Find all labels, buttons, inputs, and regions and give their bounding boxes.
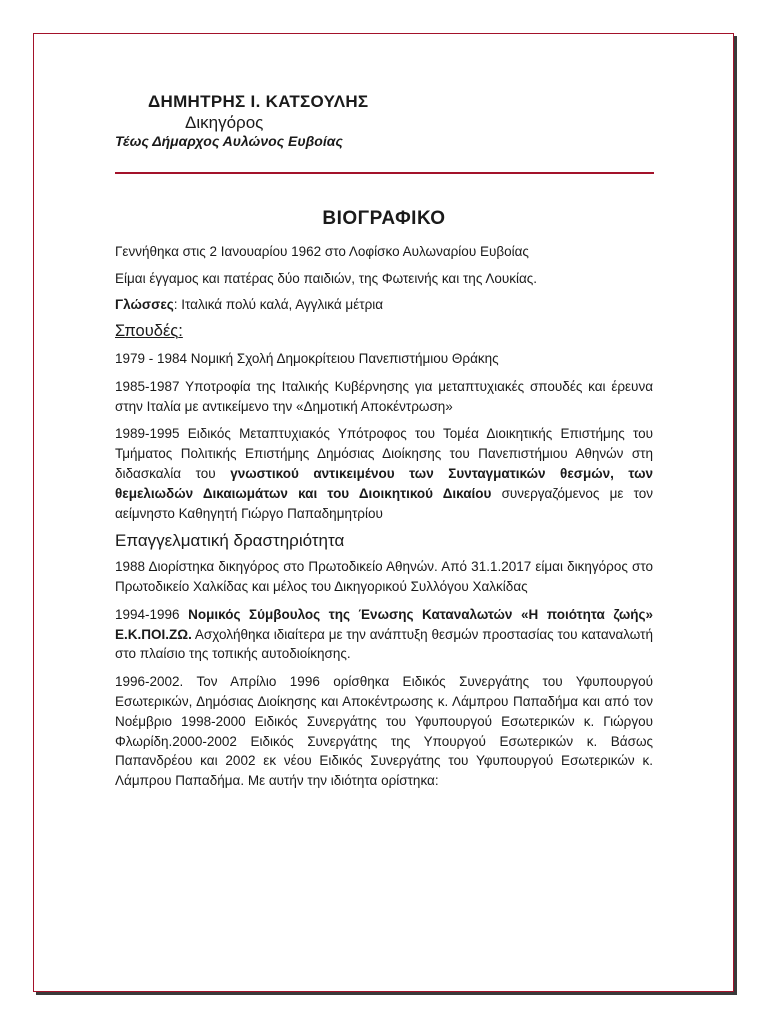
studies-item-3-tail: συνεργαζόμενος με τον αείμνηστο Καθηγητή Γιώργο Παπαδημητρίου: [115, 485, 653, 521]
intro-born: Γεννήθηκα στις 2 Ιανουαρίου 1962 στο Λοφίσκο Αυλωναρίου Ευβοίας: [115, 243, 529, 259]
languages-value: : Ιταλικά πολύ καλά, Αγγλικά μέτρια: [173, 297, 384, 313]
studies-heading: [115, 322, 653, 342]
professional-item-2: [115, 605, 653, 664]
studies-item-3-text: 1989-1995 Ειδικός Μεταπτυχιακός Υπότροφος του Τομέα Διοικητικής Επιστήμης του Τμήματος Πολιτικής Επιστήμης Δημόσιας Διοίκησης του Πανεπιστήμιου Αθηνών στη διδασκαλία του: [115, 426, 653, 481]
professional-item-1: 1988 Διορίστηκα δικηγόρος στο Πρωτοδικείο Αθηνών. Από 31.1.2017 είμαι δικηγόρος στο Πρωτοδικείο Χαλκίδας και μέλος του Δικηγορικού Συλλόγου Χαλκίδας: [115, 559, 653, 594]
studies-heading-text: Σπουδές: [115, 322, 179, 341]
professional-heading: Επαγγελματική δραστηριότητα: [115, 531, 345, 551]
studies-item-1: 1979 - 1984 Νομική Σχολή Δημοκρίτειου Πανεπιστήμιου Θράκης: [115, 350, 499, 366]
intro-languages: [115, 295, 653, 315]
professional-item-2-years: 1994-1996: [115, 606, 189, 622]
author-role: Δικηγόρος: [185, 113, 264, 132]
studies-item-3-bold: γνωστικού αντικειμένου των Συνταγματικών θεσμών, των θεμελιωδών Δικαιωμάτων και του Διοικητικού Δικαίου: [115, 465, 653, 501]
professional-item-3: 1996-2002. Τον Απρίλιο 1996 ορίσθηκα Ειδικός Συνεργάτης του Υφυπουργού Εσωτερικών, Δημόσιας Διοίκησης και Αποκέντρωσης κ. Λάμπρου Παπαδήμα και από τον Νοέμβριο 1998-2000 Ειδικός Συνεργάτης του Υφυπουργού Εσωτερικών κ. Γιώργου Φλωρίδη.2000-2002 Ειδικός Συνεργάτης της Υπουργού Εσωτερικών κ. Βάσως Παπανδρέου και 2002 εκ νέου Ειδικός Συνεργάτης του Υφυπουργού Εσωτερικών κ. Λάμπρου Παπαδήμα. Με αυτήν την ιδιότητα ορίστηκα:: [115, 674, 653, 789]
studies-item-3: [115, 424, 653, 523]
professional-item-2-text: Ασχολήθηκα ιδιαίτερα με την ανάπτυξη θεσμών προστασίας του καταναλωτή στο πλαίσιο της τοπικής αυτοδιοίκησης.: [115, 626, 653, 662]
author-name: ΔΗΜΗΤΡΗΣ Ι. ΚΑΤΣΟΥΛΗΣ: [148, 92, 369, 111]
document-body: [115, 209, 653, 799]
intro-family: Είμαι έγγαμος και πατέρας δύο παιδιών, της Φωτεινής και της Λουκίας.: [115, 270, 538, 286]
author-former-mayor: Τέως Δήμαρχος Αυλώνος Ευβοίας: [115, 133, 343, 149]
studies-item-2: 1985-1987 Υποτροφία της Ιταλικής Κυβέρνησης για μεταπτυχιακές σπουδές και έρευνα στην Ιταλία με αντικείμενο την «Δημοτική Αποκέντρωση»: [115, 378, 653, 414]
studies-heading-colon: :: [178, 322, 183, 341]
header-divider: [115, 172, 654, 174]
professional-item-2-bold: Νομικός Σύμβουλος της Ένωσης Καταναλωτών «Η ποιότητα ζωής» Ε.Κ.ΠΟΙ.ΖΩ.: [115, 606, 653, 642]
languages-label: Γλώσσες: [115, 297, 174, 313]
document-title: ΒΙΟΓΡΑΦΙΚΟ: [322, 208, 446, 229]
